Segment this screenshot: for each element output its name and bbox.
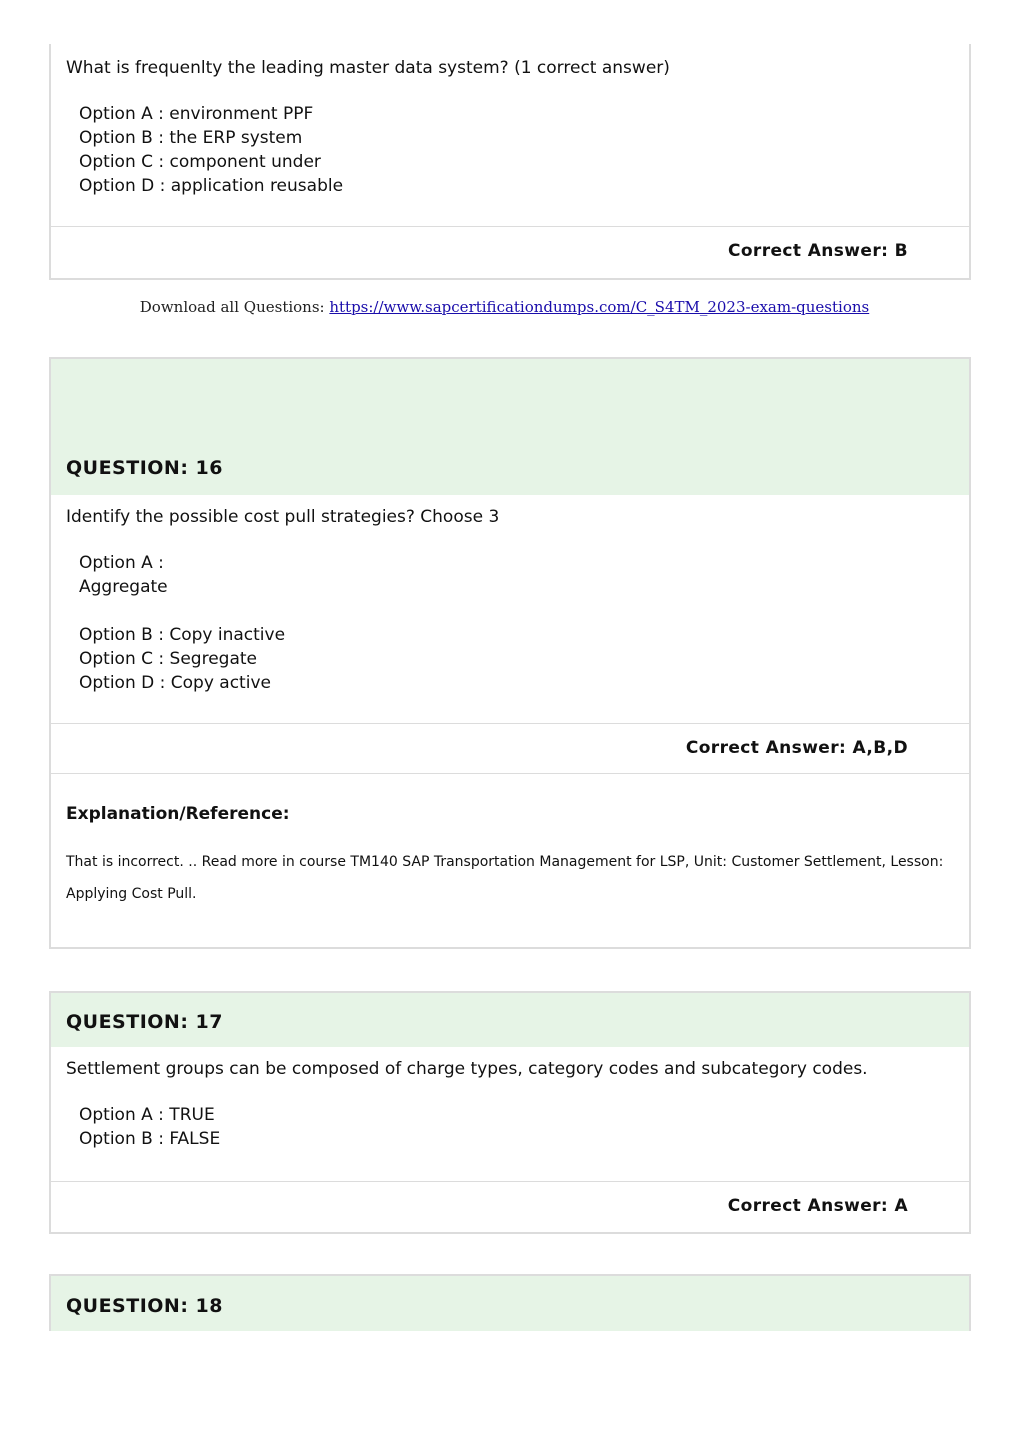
- option-spacer: [79, 599, 941, 623]
- question-15-options: [51, 102, 969, 198]
- option-d: Option D : Copy active: [79, 673, 271, 693]
- question-17-card: [49, 991, 971, 1234]
- question-16-header: [51, 359, 969, 495]
- option-c: Option C : Segregate: [79, 649, 257, 669]
- question-16-options: [51, 551, 969, 695]
- option-c: Option C : component under: [79, 152, 321, 172]
- question-15-card: [49, 44, 971, 280]
- option-a: Option A :: [79, 553, 164, 573]
- correct-answer: Correct Answer: A: [51, 1181, 969, 1231]
- option-b: Option B : the ERP system: [79, 128, 303, 148]
- question-18-header: [51, 1276, 969, 1331]
- question-16-text: Identify the possible cost pull strategies? Choose 3: [66, 507, 500, 527]
- question-18-card: [49, 1274, 971, 1331]
- correct-answer: Correct Answer: B: [51, 226, 969, 276]
- question-17-options: [51, 1103, 969, 1151]
- explanation-section: [51, 773, 969, 910]
- option-b: Option B : Copy inactive: [79, 625, 286, 645]
- option-d: Option D : application reusable: [79, 176, 344, 196]
- question-17-header: [51, 993, 969, 1047]
- question-header-label: QUESTION: 17: [66, 1011, 223, 1033]
- question-header-label: QUESTION: 16: [66, 457, 223, 479]
- download-label: Download all Questions:: [139, 298, 330, 316]
- correct-answer: Correct Answer: A,B,D: [51, 723, 969, 773]
- explanation-title: Explanation/Reference:: [66, 804, 290, 824]
- question-header-label: QUESTION: 18: [66, 1295, 223, 1317]
- explanation-text: [66, 846, 954, 910]
- download-link[interactable]: https://www.sapcertificationdumps.com/C_S4TM_2023-exam-questions: [329, 298, 870, 316]
- option-a: Option A : TRUE: [79, 1105, 215, 1125]
- explanation-line-1: That is incorrect. .. Read more in course TM140 SAP Transportation Management for LSP, Unit: Customer Settlement, Lesson:: [66, 854, 944, 870]
- download-line: [0, 298, 1009, 316]
- question-17-text: Settlement groups can be composed of charge types, category codes and subcategory codes.: [66, 1059, 868, 1079]
- question-16-card: [49, 357, 971, 949]
- option-a-text: Aggregate: [79, 577, 168, 597]
- option-b: Option B : FALSE: [79, 1129, 221, 1149]
- question-15-text: What is frequenlty the leading master data system? (1 correct answer): [66, 58, 670, 78]
- explanation-line-2: Applying Cost Pull.: [66, 886, 197, 902]
- option-a: Option A : environment PPF: [79, 104, 314, 124]
